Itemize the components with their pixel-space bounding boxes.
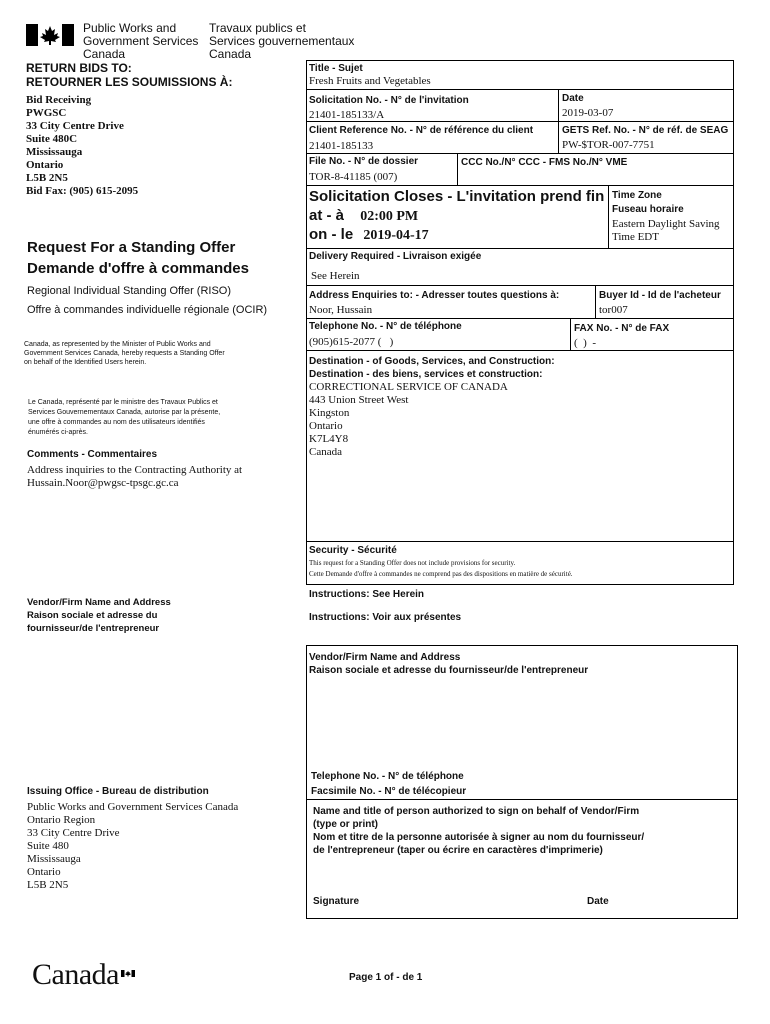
time-zone-value: Eastern Daylight Saving Time EDT [612,218,720,243]
title-value: Fresh Fruits and Vegetables [309,75,431,87]
instructions-fr: Instructions: Voir aux présentes [309,612,462,623]
offer-type: Regional Individual Standing Offer (RISO) Offre à commandes individuelle régionale (OCIR) [27,285,268,316]
client-ref-value: 21401-185133 [309,140,374,152]
destination-address: CORRECTIONAL SERVICE OF CANADA 443 Union Street West Kingston Ontario K7L4Y8 Canada [309,381,508,458]
destination-label: Destination - of Goods, Services, and Construction: Destination - des biens, services et construction: [309,356,555,380]
issuing-office-address: Public Works and Government Services Canada Ontario Region 33 City Centre Drive Suite 480 Mississauga Ontario L5B 2N5 [27,801,239,891]
fax-value: ( ) - [574,337,596,349]
issuing-office-label: Issuing Office - Bureau de distribution [27,786,209,797]
vendor-telephone-label: Telephone No. - N° de téléphone [311,771,464,782]
comments-text: Address inquiries to the Contracting Authority at Hussain.Noor@pwgsc-tpsgc.gc.ca [27,464,243,489]
return-bids-address: Bid Receiving PWGSC 33 City Centre Drive Suite 480C Mississauga Ontario L5B 2N5 Bid Fax: (905) 615-2095 [26,94,139,197]
agency-name-fr: Travaux publics et Services gouvernementaux Canada [209,21,355,61]
instructions-en: Instructions: See Herein [309,589,425,600]
solicitation-value: 21401-185133/A [309,109,385,121]
title-label: Title - Sujet [309,63,363,74]
gets-ref-label: GETS Ref. No. - N° de réf. de SEAG [562,125,729,136]
delivery-value: See Herein [311,270,360,282]
canada-wordmark-flag-icon [121,964,135,971]
closing-date-value: 2019-04-17 [363,228,429,243]
closing-date-row [309,226,429,245]
solicitation-label: Solicitation No. - N° de l'invitation [309,95,469,106]
gets-ref-value: PW-$TOR-007-7751 [562,139,655,151]
page-number: Page 1 of - de 1 [349,972,423,983]
enquiries-value: Noor, Hussain [309,304,373,316]
signature-label: Signature [313,896,360,907]
ccc-no-label: CCC No./N° CCC - FMS No./N° VME [461,157,628,168]
closing-time-row [309,207,418,226]
client-ref-label: Client Reference No. - N° de référence du client [309,125,534,136]
buyer-id-value: tor007 [599,304,628,316]
closing-time-value: 02:00 PM [360,209,419,224]
authorized-signer-label: Name and title of person authorized to sign on behalf of Vendor/Firm (type or print) Nom et titre de la personne autorisée à signer au nom du fournisseur/ de l'entrepreneur (taper ou écrire en caractères d'imprimerie) [313,806,645,856]
vendor-fax-label: Facsimile No. - N° de télécopieur [311,786,467,797]
at-label: at - à [309,207,345,224]
telephone-value: (905)615-2077 ( ) [309,336,394,348]
security-label: Security - Sécurité [309,545,397,556]
telephone-label: Telephone No. - N° de téléphone [309,321,462,332]
fax-label: FAX No. - N° de FAX [574,323,670,334]
vendor-label-left: Vendor/Firm Name and Address Raison sociale et adresse du fournisseur/de l'entrepreneur [27,597,171,634]
canada-wordmark: Canada [32,958,119,991]
agency-name-en: Public Works and Government Services Canada [83,21,199,61]
intro-text-fr: Le Canada, représenté par le ministre des Travaux Publics et Services Gouvernementaux Canada, autorise par la présente, une offre à commandes au nom des utilisateurs identifiés énumérés ci-après. [28,399,221,436]
enquiries-label: Address Enquiries to: - Adresser toutes questions à: [309,290,560,301]
intro-text-en: Canada, as represented by the Minister of Public Works and Government Services Canada, hereby requests a Standing Offer on behalf of the Identified Users herein. [24,341,225,366]
time-zone-label: Time Zone Fuseau horaire [612,190,684,215]
document-title: Request For a Standing Offer Demande d'offre à commandes [27,239,249,277]
vendor-box-label: Vendor/Firm Name and Address Raison sociale et adresse du fournisseur/de l'entrepreneur [309,652,589,676]
date-label: Date [562,93,584,104]
signature-date-label: Date [587,896,609,907]
security-text: This request for a Standing Offer does not include provisions for security. Cette Demande d'offre à commandes ne comprend pas des dispositions en matière de sécurité. [309,559,573,578]
date-value: 2019-03-07 [562,107,614,119]
buyer-id-label: Buyer Id - Id de l'acheteur [599,290,721,301]
delivery-label: Delivery Required - Livraison exigée [309,251,482,262]
file-no-value: TOR-8-41185 (007) [309,171,398,183]
comments-label: Comments - Commentaires [27,449,158,460]
return-bids-heading: RETURN BIDS TO: RETOURNER LES SOUMISSIONS À: [26,61,233,89]
solicitation-closes-title: Solicitation Closes - L'invitation prend fin [309,188,605,205]
file-no-label: File No. - N° de dossier [309,156,419,167]
on-label: on - le [309,226,354,243]
canada-flag-icon [26,24,74,46]
